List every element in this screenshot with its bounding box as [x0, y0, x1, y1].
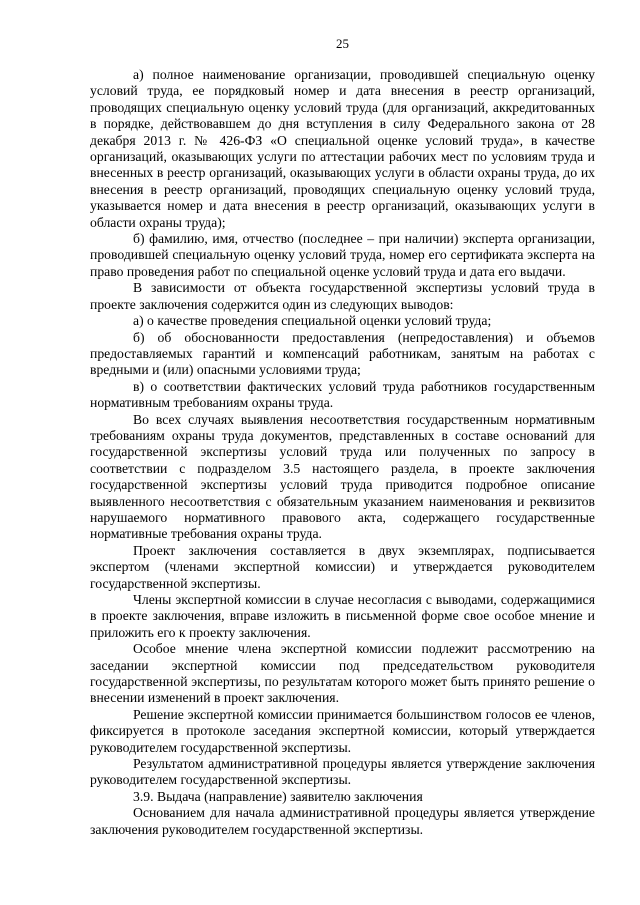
paragraph: Проект заключения составляется в двух экземплярах, подписывается экспертом (членами экспертной комиссии) и утверждается руководителем государственной экспертизы. — [90, 542, 595, 591]
paragraph: а) полное наименование организации, проводившей специальную оценку условий труда, ее порядковый номер и дата внесения в реестр организаций, проводящих специальную оценку условий труда (для организаций, аккредитованных в порядке, действовавшем до дня вступления в силу Федерального закона от 28 декабря 2013 г. № 426-ФЗ «О специальной оценке условий труда», в качестве организаций, оказывающих услуги по аттестации рабочих мест по условиям труда и внесенных в реестр организаций, оказывающих услуги в области охраны труда, до их внесения в реестр организаций, проводящих специальную оценку условий труда, указывается номер и дата внесения в реестр организаций, оказывающих услуги в области охраны труда); — [90, 67, 595, 230]
paragraph: Основанием для начала административной процедуры является утверждение заключения руководителем государственной экспертизы. — [90, 805, 595, 837]
paragraph: б) фамилию, имя, отчество (последнее – при наличии) эксперта организации, проводившей специальную оценку условий труда, номер его сертификата эксперта на право проведения работ по специальной оценке условий труда и дата его выдачи. — [90, 231, 595, 279]
paragraph: а) о качестве проведения специальной оценки условий труда; — [133, 313, 492, 329]
document-body — [90, 67, 595, 838]
page-number: 25 — [336, 36, 349, 51]
paragraph: Решение экспертной комиссии принимается большинством голосов ее членов, фиксируется в протоколе заседания экспертной комиссии, который утверждается руководителем государственной экспертизы. — [90, 706, 595, 755]
section-heading: 3.9. Выдача (направление) заявителю заключения — [133, 788, 423, 804]
paragraph: В зависимости от объекта государственной экспертизы условий труда в проекте заключения содержится один из следующих выводов: — [90, 280, 595, 312]
paragraph: Члены экспертной комиссии в случае несогласия с выводами, содержащимися в проекте заключения, вправе изложить в письменной форме свое особое мнение и приложить его к проекту заключения. — [90, 592, 595, 640]
paragraph: б) об обоснованности предоставления (непредоставления) и объемов предоставляемых гарантий и компенсаций работникам, занятым на работах с вредными и (или) опасными условиями труда; — [90, 329, 595, 378]
paragraph: в) о соответствии фактических условий труда работников государственным нормативным требованиям охраны труда. — [90, 378, 595, 411]
paragraph: Результатом административной процедуры является утверждение заключения руководителем государственной экспертизы. — [90, 756, 595, 788]
paragraph: Во всех случаях выявления несоответствия государственным нормативным требованиям охраны труда документов, представленных в составе оснований для государственной экспертизы условий труда или полученных по запросу в соответствии с подразделом 3.5 настоящего раздела, в проекте заключения государственной экспертизы условий труда приводится подробное описание выявленного несоответствия с обязательным указанием наименования и реквизитов нарушаемого нормативного правового акта, содержащего государственные нормативные требования охраны труда. — [90, 411, 595, 542]
paragraph: Особое мнение члена экспертной комиссии подлежит рассмотрению на заседании экспертной комиссии под председательством руководителя государственной экспертизы, по результатам которого может быть принято решение о внесении изменений в проект заключения. — [90, 641, 595, 706]
